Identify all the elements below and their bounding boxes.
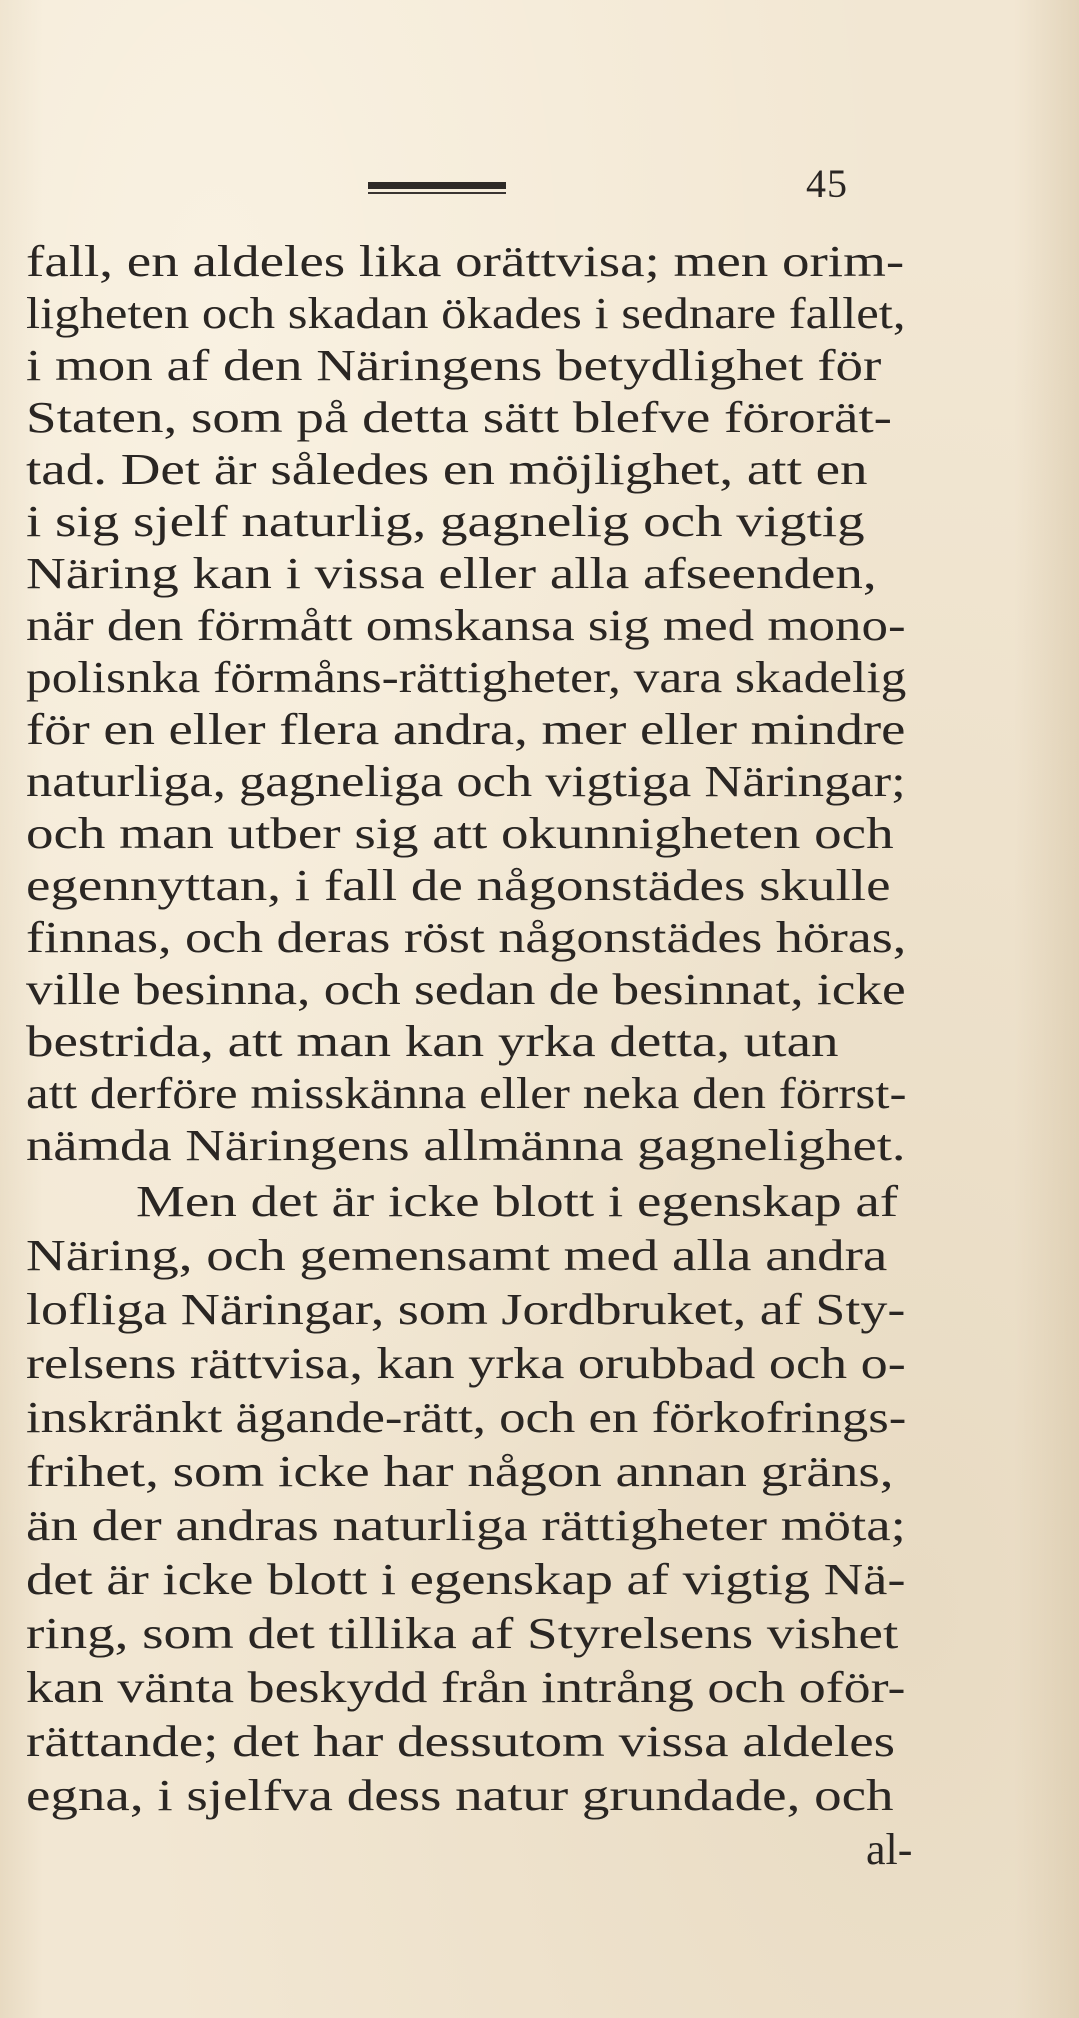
text-line: Staten, som på detta sätt blefve förorät- bbox=[26, 393, 892, 442]
page-header bbox=[0, 0, 1079, 230]
text-line: ligheten och skadan ökades i sednare fallet, bbox=[26, 289, 906, 338]
text-line: ville besinna, och sedan de besinnat, icke bbox=[26, 965, 906, 1014]
text-line: finnas, och deras röst någonstädes höras, bbox=[26, 913, 907, 962]
text-line: att derföre misskänna eller neka den förrst- bbox=[26, 1069, 907, 1118]
text-line: än der andras naturliga rättigheter möta; bbox=[26, 1501, 906, 1550]
header-rule-thick bbox=[368, 182, 506, 189]
text-line: i mon af den Näringens betydlighet för bbox=[26, 341, 882, 390]
text-line: inskränkt ägande-rätt, och en förkofrings- bbox=[26, 1393, 907, 1442]
text-line: bestrida, att man kan yrka detta, utan bbox=[26, 1017, 839, 1066]
text-line: det är icke blott i egenskap af vigtig Nä- bbox=[26, 1555, 906, 1604]
text-line: fall, en aldeles lika orättvisa; men orim- bbox=[26, 237, 905, 286]
catchword: al- bbox=[866, 1825, 913, 1874]
text-line: frihet, som icke har någon annan gräns, bbox=[26, 1447, 894, 1496]
text-line: lofliga Näringar, som Jordbruket, af Sty- bbox=[26, 1285, 906, 1334]
text-line: naturliga, gagneliga och vigtiga Näringar; bbox=[26, 757, 906, 806]
text-line: när den förmått omskansa sig med mono- bbox=[26, 601, 906, 650]
text-line: relsens rättvisa, kan yrka orubbad och o- bbox=[26, 1339, 906, 1388]
text-line: polisnka förmåns-rättigheter, vara skadelig bbox=[26, 653, 907, 702]
text-line: Näring, och gemensamt med alla andra bbox=[26, 1231, 888, 1280]
text-line: tad. Det är således en möjlighet, att en bbox=[26, 445, 868, 494]
page-number: 45 bbox=[806, 161, 848, 206]
text-line: egennyttan, i fall de någonstädes skulle bbox=[26, 861, 891, 910]
text-line: rättande; det har dessutom vissa aldeles bbox=[26, 1717, 896, 1766]
text-line: i sig sjelf naturlig, gagnelig och vigtig bbox=[26, 497, 865, 546]
text-line: och man utber sig att okunnigheten och bbox=[26, 809, 894, 858]
text-line: Näring kan i vissa eller alla afseenden, bbox=[26, 549, 877, 598]
header-ornament-rule bbox=[368, 182, 506, 196]
text-line: för en eller flera andra, mer eller mindre bbox=[26, 705, 906, 754]
text-line: egna, i sjelfva dess natur grundade, och bbox=[26, 1771, 894, 1820]
paragraph-start-line: Men det är icke blott i egenskap af bbox=[136, 1177, 899, 1226]
header-rule-thin bbox=[368, 192, 506, 194]
text-line: ring, som det tillika af Styrelsens vishet bbox=[26, 1609, 899, 1658]
text-line: nämda Näringens allmänna gagnelighet. bbox=[26, 1121, 906, 1170]
text-line: kan vänta beskydd från intrång och oför- bbox=[26, 1663, 906, 1712]
